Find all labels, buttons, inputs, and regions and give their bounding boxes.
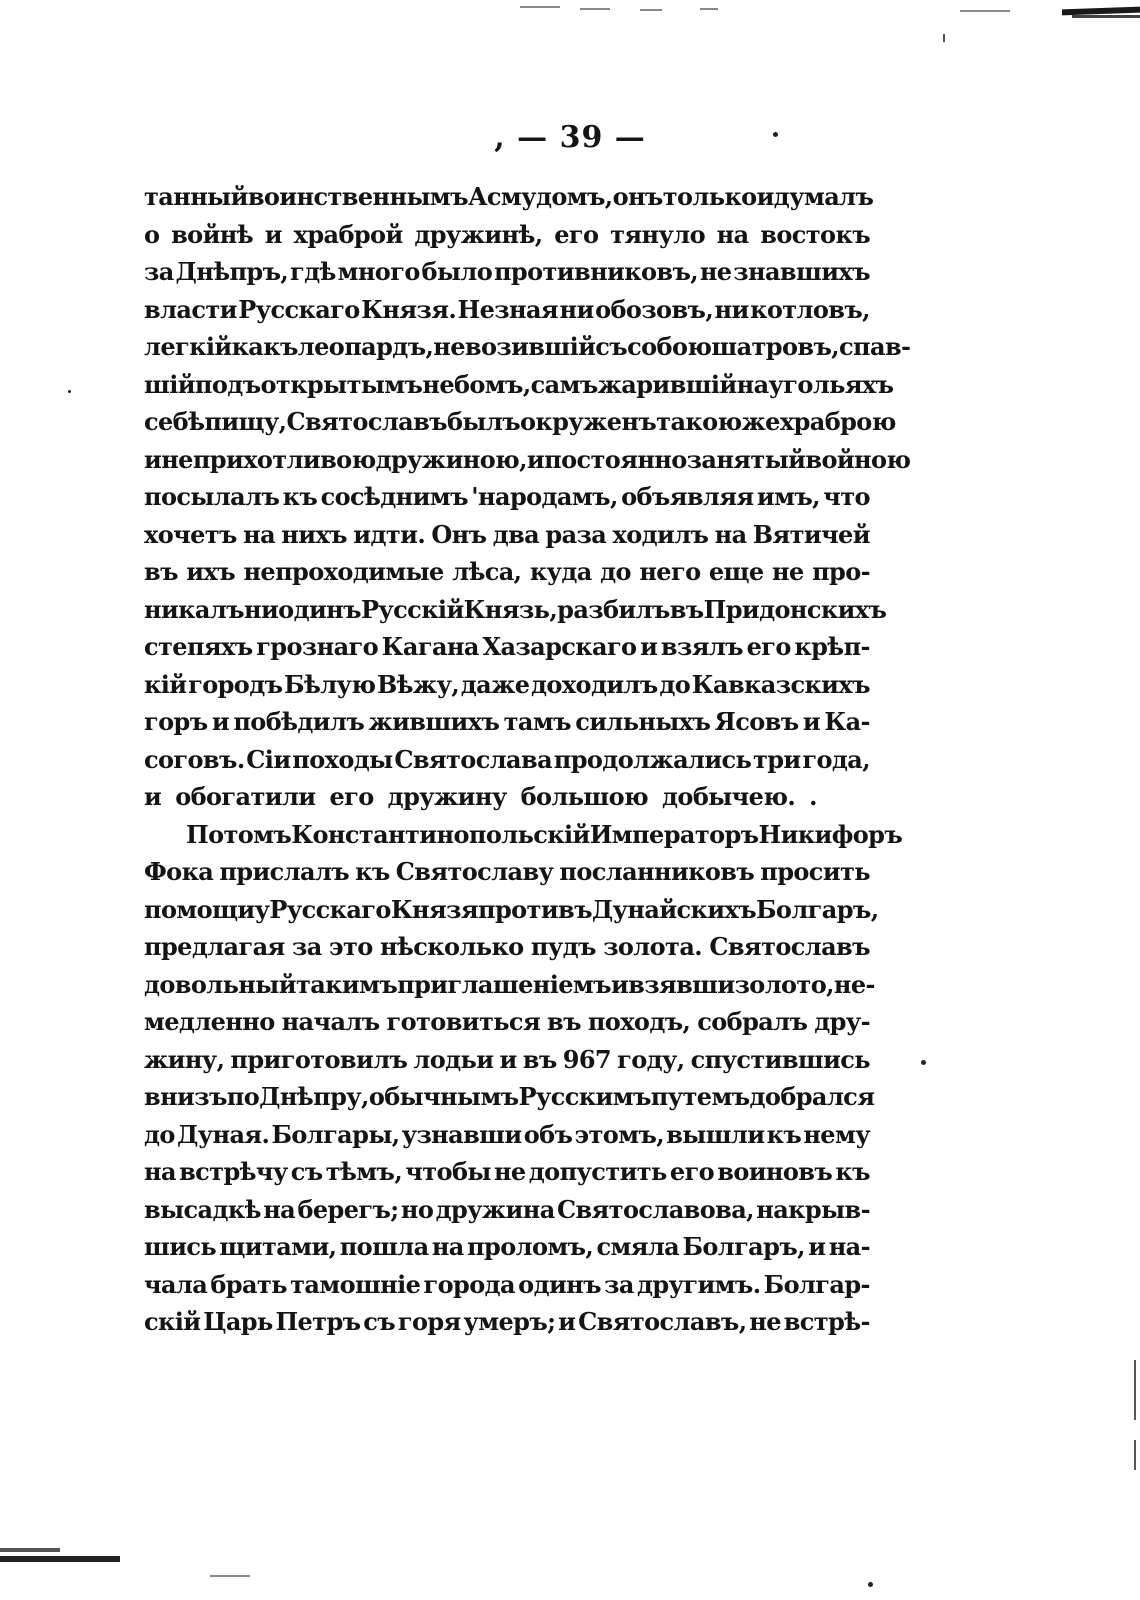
word: его bbox=[554, 219, 599, 249]
word: Русскаго bbox=[238, 294, 360, 324]
word: противъ bbox=[478, 894, 592, 924]
word: небомъ, bbox=[422, 369, 531, 399]
word: за bbox=[292, 932, 322, 961]
scan-speck bbox=[68, 390, 71, 393]
word: открытымъ bbox=[260, 369, 423, 399]
word: и bbox=[144, 782, 162, 811]
word: вышли bbox=[666, 1119, 765, 1149]
word: собою bbox=[627, 332, 712, 361]
word: обогатили bbox=[175, 782, 316, 811]
word: готовиться bbox=[386, 1007, 541, 1036]
scan-edge-line bbox=[943, 34, 945, 42]
word: Князь, bbox=[463, 594, 558, 624]
word: Святославова, bbox=[556, 1194, 754, 1224]
word: чала bbox=[144, 1269, 208, 1299]
word: войнѣ bbox=[171, 219, 254, 249]
word: тѣмъ, bbox=[325, 1157, 403, 1186]
word: помощи bbox=[144, 894, 255, 924]
word: и bbox=[610, 969, 629, 999]
word: танный bbox=[144, 182, 248, 211]
word: нѣсколько bbox=[380, 932, 524, 961]
word: золото, bbox=[734, 969, 834, 999]
text-line bbox=[144, 328, 911, 366]
text-line bbox=[144, 1266, 870, 1304]
scan-dash bbox=[520, 6, 560, 8]
word: Святославъ bbox=[709, 932, 870, 961]
word: до bbox=[659, 669, 691, 699]
word: Болгаръ, bbox=[682, 1232, 805, 1261]
word: добычею. bbox=[662, 782, 796, 811]
word: ни bbox=[714, 294, 749, 324]
word: его bbox=[669, 1157, 715, 1186]
word: спустившись bbox=[690, 1044, 870, 1074]
word: ни bbox=[559, 294, 594, 324]
word: встрѣчу bbox=[179, 1157, 288, 1186]
word: Потомъ bbox=[186, 819, 292, 849]
word: на bbox=[736, 369, 769, 399]
word: тянуло bbox=[610, 219, 705, 249]
word: три bbox=[752, 744, 801, 774]
word: и bbox=[808, 1232, 826, 1261]
word: Русскаго bbox=[269, 894, 391, 924]
word: за bbox=[144, 257, 174, 286]
word: угольяхъ bbox=[768, 369, 894, 399]
word: не bbox=[772, 557, 804, 586]
word: въ bbox=[669, 594, 704, 624]
word: Вятичей bbox=[752, 519, 870, 549]
word: не bbox=[493, 1157, 526, 1186]
text-line bbox=[144, 441, 911, 479]
word: походы bbox=[292, 744, 393, 774]
word: жарившій bbox=[597, 369, 737, 399]
word: степяхъ bbox=[144, 632, 253, 661]
word: обозовъ, bbox=[595, 294, 714, 324]
word: нихъ bbox=[281, 519, 347, 549]
word: одинъ bbox=[518, 1269, 601, 1299]
word: самъ bbox=[530, 369, 598, 399]
word: и bbox=[211, 707, 230, 736]
word: кій bbox=[144, 669, 187, 699]
word: о bbox=[144, 219, 160, 249]
scan-artifact-bottom-left-2 bbox=[0, 1548, 60, 1552]
word: на bbox=[716, 219, 749, 249]
text-line bbox=[144, 741, 870, 779]
word: предлагая bbox=[144, 932, 285, 961]
word: смяла bbox=[596, 1232, 680, 1261]
word: до bbox=[144, 1119, 175, 1149]
word: дружина bbox=[435, 1194, 555, 1224]
text-line bbox=[144, 216, 870, 254]
word: лодьи bbox=[413, 1044, 494, 1074]
word: походъ, bbox=[587, 1007, 691, 1036]
word: посланниковъ bbox=[559, 857, 755, 886]
word: Кагана bbox=[381, 632, 479, 661]
word: съ bbox=[363, 1307, 396, 1336]
text-line bbox=[144, 403, 896, 441]
word: допустить bbox=[528, 1157, 667, 1186]
word: Ясовъ bbox=[714, 707, 799, 736]
scan-edge-line bbox=[1134, 1360, 1136, 1420]
word: котловъ, bbox=[750, 294, 870, 324]
word: берегъ; bbox=[297, 1194, 399, 1224]
word: 967 bbox=[562, 1044, 612, 1074]
word: соговъ. bbox=[144, 744, 245, 774]
word: знавшихъ bbox=[733, 257, 870, 286]
word: высадкѣ bbox=[144, 1194, 261, 1224]
word: и bbox=[558, 1307, 576, 1336]
word: на bbox=[263, 1194, 296, 1224]
word: Князя bbox=[390, 894, 478, 924]
word: Болгар- bbox=[763, 1269, 870, 1299]
word: узнавши bbox=[401, 1119, 522, 1149]
word: не bbox=[699, 257, 732, 286]
word: доходилъ bbox=[531, 669, 658, 699]
word: Дуная. bbox=[176, 1119, 270, 1149]
word: воиновъ bbox=[717, 1157, 833, 1186]
word: только bbox=[662, 182, 757, 211]
word: же bbox=[741, 407, 780, 436]
text-line bbox=[144, 1191, 870, 1229]
word: въ bbox=[144, 557, 178, 586]
word: началъ bbox=[281, 1007, 380, 1036]
word: къ bbox=[282, 482, 318, 511]
word: Князя. bbox=[361, 294, 457, 324]
text-line bbox=[144, 1078, 875, 1116]
text-line bbox=[144, 478, 870, 516]
word: и bbox=[264, 219, 282, 249]
word: просить bbox=[760, 857, 870, 886]
word: на bbox=[243, 519, 276, 549]
word: не bbox=[749, 1307, 781, 1336]
scan-speck bbox=[868, 1582, 873, 1587]
word: довольный bbox=[144, 969, 296, 999]
word: занятый bbox=[686, 444, 806, 474]
text-line bbox=[144, 703, 870, 741]
scan-edge-line bbox=[1134, 1440, 1136, 1470]
text-line bbox=[144, 178, 874, 216]
word: чтобы bbox=[405, 1157, 491, 1186]
word: Русскимъ bbox=[518, 1082, 651, 1111]
scan-dash bbox=[700, 8, 718, 10]
scan-artifact-top-right-2 bbox=[1072, 15, 1140, 18]
word: жину, bbox=[144, 1044, 225, 1074]
text-line bbox=[144, 1228, 870, 1266]
word: про- bbox=[812, 557, 870, 586]
word: храброй bbox=[293, 219, 403, 249]
word: Кавказскихъ bbox=[691, 669, 870, 699]
word: даже bbox=[460, 669, 530, 699]
word: себѣ bbox=[144, 407, 205, 436]
word: воинственнымъ bbox=[247, 182, 468, 211]
scan-dash bbox=[210, 1575, 250, 1577]
text-line bbox=[144, 1041, 870, 1079]
text-line bbox=[144, 1153, 870, 1191]
word: Фока bbox=[144, 857, 214, 886]
text-line bbox=[144, 928, 870, 966]
word: онъ bbox=[612, 182, 663, 211]
word: это bbox=[329, 932, 373, 961]
word: дружину bbox=[387, 782, 507, 811]
word: 'народамъ, bbox=[471, 482, 618, 511]
word: съ bbox=[290, 1157, 323, 1186]
text-line bbox=[144, 628, 870, 666]
word: спав- bbox=[839, 332, 911, 361]
word: золота. bbox=[603, 932, 703, 961]
word: Никифоръ bbox=[758, 819, 903, 849]
word: пищу, bbox=[204, 407, 287, 436]
text-line bbox=[144, 553, 870, 591]
word: Русскій bbox=[360, 594, 464, 624]
word: его bbox=[746, 632, 791, 661]
word: до bbox=[600, 557, 631, 586]
text-line bbox=[144, 591, 887, 629]
word: окруженъ bbox=[520, 407, 657, 436]
word: посылалъ bbox=[144, 482, 280, 511]
word: и bbox=[756, 182, 774, 211]
word: накрыв- bbox=[756, 1194, 870, 1224]
word: дру- bbox=[814, 1007, 870, 1036]
word: его bbox=[329, 782, 374, 811]
word: въ bbox=[547, 1007, 581, 1036]
paragraph-1 bbox=[144, 178, 911, 816]
word: тамошніе bbox=[290, 1269, 421, 1299]
word: съ bbox=[595, 332, 628, 361]
word: ихъ bbox=[186, 557, 236, 586]
scan-speck bbox=[921, 1060, 926, 1065]
word: шій bbox=[144, 369, 195, 399]
word: думалъ bbox=[773, 182, 874, 211]
word: приготовилъ bbox=[230, 1044, 408, 1074]
word: встрѣ- bbox=[783, 1307, 870, 1336]
word: что bbox=[823, 482, 870, 511]
word: горя bbox=[397, 1307, 461, 1336]
word: куда bbox=[529, 557, 592, 586]
word: и bbox=[499, 1044, 517, 1074]
word: на bbox=[144, 1157, 176, 1186]
word: на bbox=[431, 1232, 464, 1261]
text-line bbox=[144, 291, 870, 329]
word: Болгаръ, bbox=[756, 894, 879, 924]
word: . bbox=[809, 782, 817, 811]
word: лѣса, bbox=[452, 557, 522, 586]
text-line bbox=[144, 516, 870, 554]
word: Святославъ bbox=[286, 407, 447, 436]
word: Царь bbox=[203, 1307, 273, 1336]
word: легкій bbox=[144, 332, 232, 361]
word: медленно bbox=[144, 1007, 275, 1036]
word: Асмудомъ, bbox=[467, 182, 613, 211]
word: Константинопольскій bbox=[291, 819, 590, 849]
scan-dash bbox=[960, 10, 1010, 12]
word: Святослава bbox=[394, 744, 553, 774]
word: востокъ bbox=[760, 219, 870, 249]
word: идти. bbox=[353, 519, 426, 549]
word: Болгары, bbox=[271, 1119, 400, 1149]
text-line bbox=[144, 366, 894, 404]
word: подъ bbox=[194, 369, 261, 399]
word: шатровъ, bbox=[711, 332, 840, 361]
word: Онъ bbox=[431, 519, 487, 549]
word: шись bbox=[144, 1232, 217, 1261]
word: храброю bbox=[779, 407, 896, 436]
scan-artifact-bottom-left bbox=[0, 1556, 120, 1562]
word: пошла bbox=[339, 1232, 429, 1261]
word: къ bbox=[766, 1119, 802, 1149]
word: такимъ bbox=[295, 969, 398, 999]
word: гдѣ bbox=[290, 257, 336, 286]
word: Святославъ, bbox=[578, 1307, 747, 1336]
word: сосѣднимъ bbox=[320, 482, 468, 511]
word: Императоръ bbox=[589, 819, 759, 849]
word: дружинѣ, bbox=[414, 219, 543, 249]
word: у bbox=[254, 894, 270, 924]
word: скій bbox=[144, 1307, 201, 1336]
word: какъ bbox=[231, 332, 298, 361]
word: собралъ bbox=[697, 1007, 808, 1036]
word: имъ, bbox=[756, 482, 820, 511]
word: Дунайскихъ bbox=[591, 894, 757, 924]
word: ходилъ bbox=[612, 519, 709, 549]
word: къ bbox=[355, 857, 390, 886]
paragraph-2 bbox=[144, 816, 903, 1341]
word: одинъ bbox=[278, 594, 361, 624]
word: Петръ bbox=[275, 1307, 361, 1336]
word: Днѣпръ, bbox=[175, 257, 289, 286]
word: и bbox=[640, 632, 658, 661]
text-line bbox=[144, 891, 879, 929]
word: горъ bbox=[144, 707, 208, 736]
word: добрался bbox=[749, 1082, 875, 1111]
word: дружиною, bbox=[375, 444, 527, 474]
word: два bbox=[492, 519, 540, 549]
word: обычнымъ bbox=[368, 1082, 519, 1111]
word: и bbox=[526, 444, 545, 474]
word: объ bbox=[523, 1119, 573, 1149]
word: Вѣжу, bbox=[376, 669, 460, 699]
word: году, bbox=[617, 1044, 685, 1074]
word: прислалъ bbox=[219, 857, 350, 886]
text-line bbox=[144, 816, 903, 854]
body-text bbox=[144, 178, 911, 1341]
word: на- bbox=[828, 1232, 870, 1261]
word: путемъ bbox=[650, 1082, 750, 1111]
word: сильныхъ bbox=[575, 707, 711, 736]
word: и bbox=[802, 707, 821, 736]
word: раза bbox=[545, 519, 607, 549]
word: еще bbox=[708, 557, 764, 586]
scan-dash bbox=[580, 8, 610, 10]
text-line bbox=[144, 666, 870, 704]
word: на bbox=[714, 519, 747, 549]
word: былъ bbox=[447, 407, 520, 436]
text-line bbox=[144, 966, 875, 1004]
word: леопардъ, bbox=[297, 332, 434, 361]
word: взялъ bbox=[660, 632, 743, 661]
word: войною bbox=[805, 444, 911, 474]
word: щитами, bbox=[219, 1232, 337, 1261]
word: не- bbox=[833, 969, 875, 999]
word: къ bbox=[835, 1157, 870, 1186]
text-line bbox=[144, 853, 870, 891]
word: въ bbox=[522, 1044, 557, 1074]
word: было bbox=[421, 257, 493, 286]
word: него bbox=[639, 557, 701, 586]
word: умеръ; bbox=[463, 1307, 556, 1336]
scan-dash bbox=[640, 9, 662, 11]
text-line bbox=[144, 253, 870, 291]
word: но bbox=[400, 1194, 434, 1224]
word: невозившій bbox=[433, 332, 596, 361]
text-line bbox=[144, 1003, 870, 1041]
word: никалъ bbox=[144, 594, 244, 624]
word: Ка- bbox=[824, 707, 870, 736]
word: и bbox=[144, 444, 162, 474]
word: года, bbox=[802, 744, 870, 774]
word: Хазарскаго bbox=[482, 632, 637, 661]
word: приглашеніемъ bbox=[397, 969, 611, 999]
text-line bbox=[144, 778, 870, 816]
word: побѣдилъ bbox=[233, 707, 365, 736]
text-line bbox=[144, 1116, 870, 1154]
word: брать bbox=[210, 1269, 287, 1299]
word: внизъ bbox=[144, 1082, 227, 1111]
word: городъ bbox=[188, 669, 283, 699]
word: жившихъ bbox=[368, 707, 500, 736]
word: нему bbox=[803, 1119, 870, 1149]
word: пудъ bbox=[530, 932, 596, 961]
text-line bbox=[144, 1303, 870, 1341]
word: Бѣлую bbox=[284, 669, 376, 699]
word: Придонскихъ bbox=[703, 594, 887, 624]
word: Святославу bbox=[395, 857, 554, 886]
word: неприхотливою bbox=[161, 444, 376, 474]
word: Днѣпру, bbox=[259, 1082, 369, 1111]
word: непроходимые bbox=[243, 557, 444, 586]
word: большою bbox=[520, 782, 649, 811]
word: противниковъ, bbox=[493, 257, 699, 286]
word: хочетъ bbox=[144, 519, 237, 549]
page-number: , — 39 — bbox=[494, 120, 646, 155]
word: разбилъ bbox=[557, 594, 670, 624]
word: такою bbox=[656, 407, 742, 436]
word: этомъ, bbox=[574, 1119, 665, 1149]
word: Незная bbox=[457, 294, 559, 324]
word: много bbox=[337, 257, 420, 286]
word: власти bbox=[144, 294, 237, 324]
word: грознаго bbox=[256, 632, 379, 661]
word: тамъ bbox=[503, 707, 571, 736]
word: другимъ. bbox=[637, 1269, 761, 1299]
word: по bbox=[226, 1082, 260, 1111]
word: проломъ, bbox=[467, 1232, 594, 1261]
word: постоянно bbox=[544, 444, 687, 474]
word: ни bbox=[243, 594, 279, 624]
word: объявляя bbox=[621, 482, 754, 511]
word: города bbox=[423, 1269, 515, 1299]
word: за bbox=[604, 1269, 634, 1299]
word: взявши bbox=[628, 969, 735, 999]
word: Сіи bbox=[246, 744, 291, 774]
word: крѣп- bbox=[794, 632, 870, 661]
word: продолжались bbox=[553, 744, 752, 774]
